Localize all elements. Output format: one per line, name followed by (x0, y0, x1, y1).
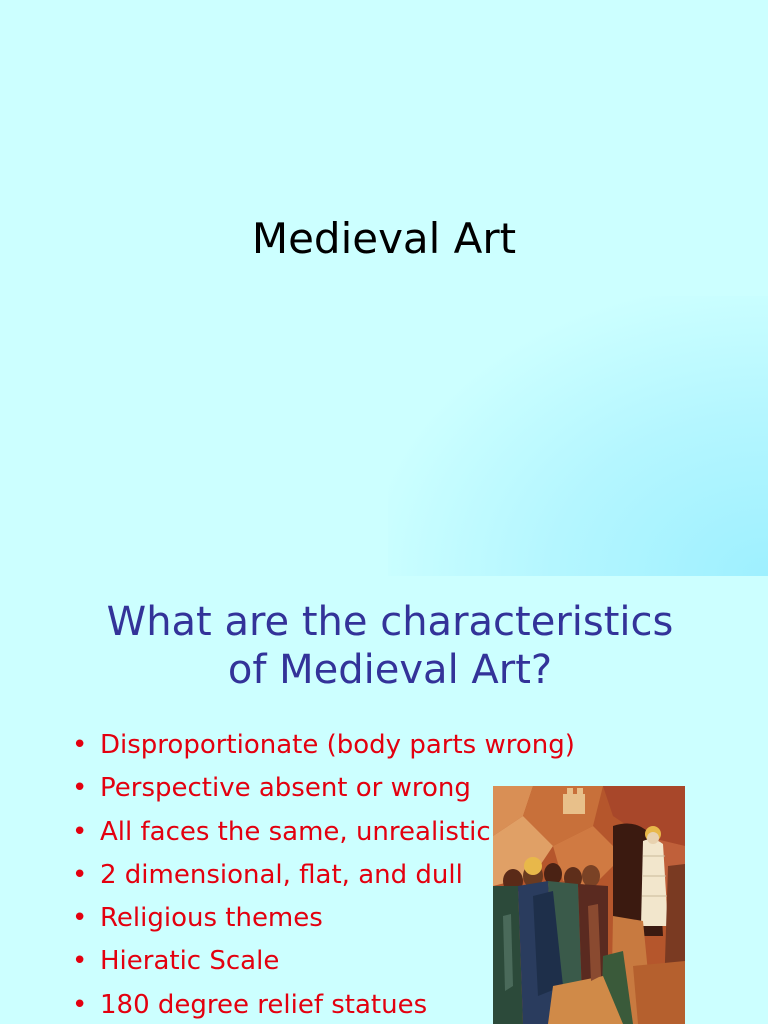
bullet-icon: • (72, 946, 88, 977)
bullet-text: Disproportionate (body parts wrong) (100, 730, 575, 760)
slide-heading-line-1: What are the characteristics (106, 599, 674, 645)
bullet-text: Perspective absent or wrong (100, 773, 471, 804)
bullet-text: 180 degree relief statues (100, 989, 428, 1020)
slide-heading-line-2: of Medieval Art? (227, 647, 553, 693)
bullet-text: All faces the same, unrealistic (100, 816, 491, 847)
slide-heading (40, 598, 740, 694)
bullet-icon: • (72, 859, 88, 890)
slide-title: Medieval Art (251, 214, 517, 263)
bullet-icon: • (72, 730, 88, 760)
bullet-icon: • (72, 773, 88, 804)
background-glow (388, 296, 768, 576)
bullet-icon: • (72, 903, 88, 934)
bullet-icon: • (72, 989, 88, 1020)
bullet-text: 2 dimensional, flat, and dull (100, 859, 463, 890)
icon-painting-image (493, 786, 685, 1024)
slide-2 (0, 576, 768, 1024)
bullet-text: Religious themes (100, 903, 323, 934)
bullet-item (70, 724, 575, 767)
bullet-text: Hieratic Scale (100, 946, 280, 977)
bullet-icon: • (72, 816, 88, 847)
